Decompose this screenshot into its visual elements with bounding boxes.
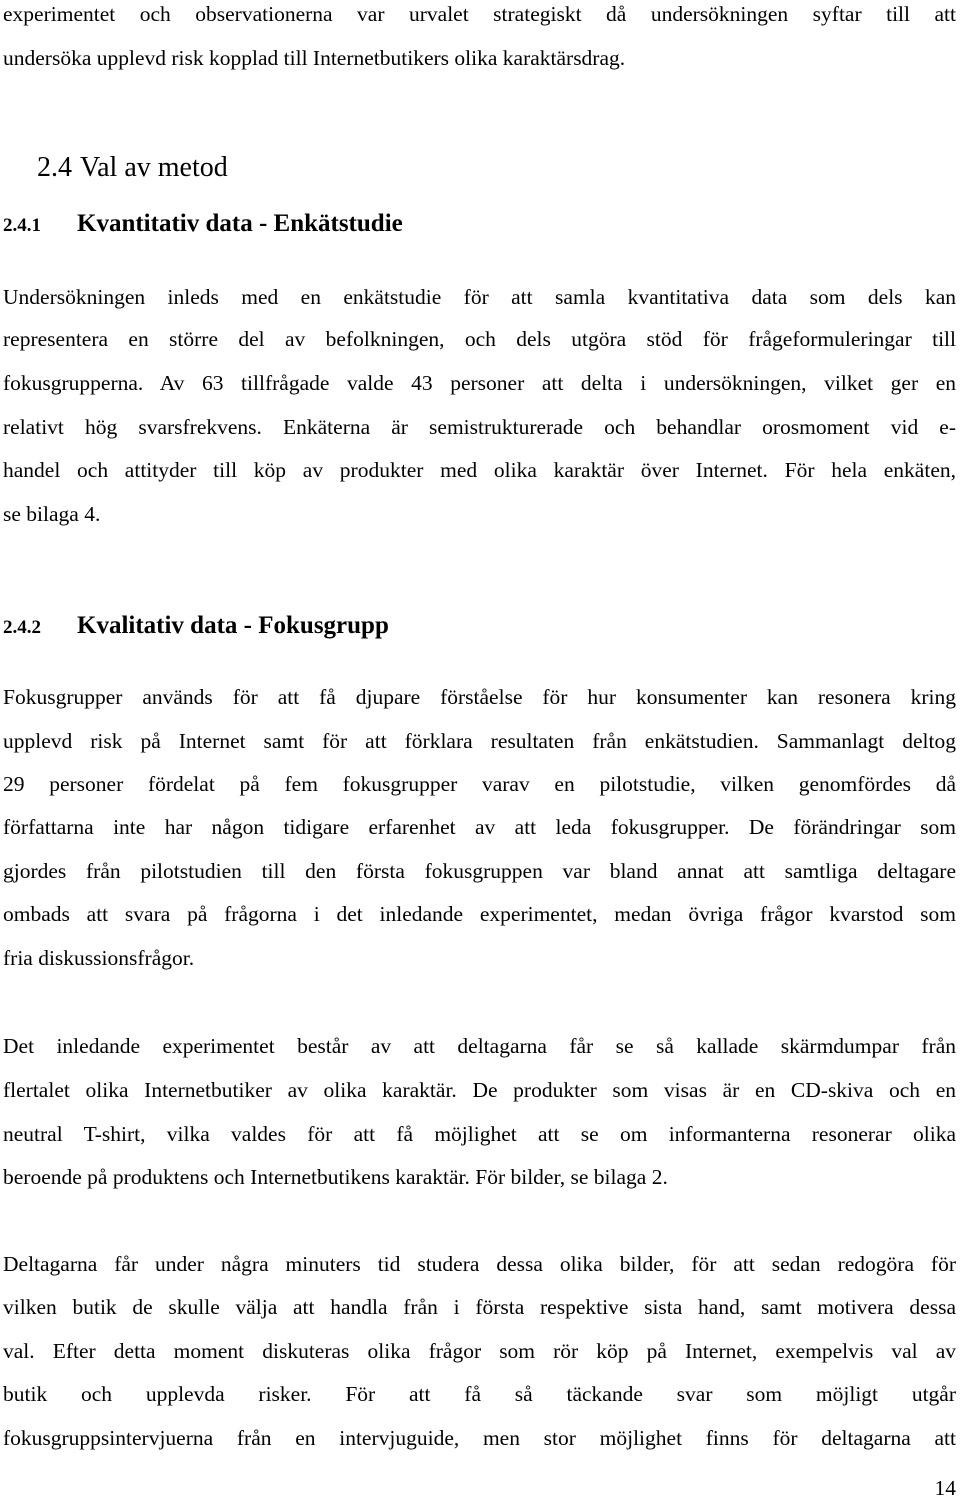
body-text-line: fria diskussionsfrågor. — [3, 946, 195, 970]
body-text-line: beroende på produktens och Internetbutikens karaktär. För bilder, se bilaga 2. — [3, 1165, 668, 1189]
subsection-number: 2.4.2 — [3, 617, 41, 638]
body-text-line: relativt hög svarsfrekvens. Enkäterna är semistrukturerade och behandlar orosmoment vid e- — [3, 415, 956, 439]
page-number: 14 — [934, 1476, 956, 1500]
body-text-line: flertalet olika Internetbutiker av olika karaktär. De produkter som visas är en CD-skiva och en — [3, 1078, 956, 1102]
body-text-line: Det inledande experimentet består av att deltagarna får se så kallade skärmdumpar från — [3, 1034, 956, 1058]
subsection-heading — [3, 613, 389, 638]
subsection-number: 2.4.1 — [3, 215, 41, 236]
body-text-line: se bilaga 4. — [3, 502, 101, 526]
body-text-line: vilken butik de skulle välja att handla från i första respektive sista hand, samt motivera dessa — [3, 1295, 956, 1319]
body-text-line: butik och upplevda risker. För att få så täckande svar som möjligt utgår — [3, 1382, 956, 1406]
body-text-line: Deltagarna får under några minuters tid studera dessa olika bilder, för att sedan redogöra för — [3, 1252, 956, 1276]
body-text-line: handel och attityder till köp av produkter med olika karaktär över Internet. För hela enkäten, — [3, 458, 956, 482]
subsection-heading — [3, 211, 403, 236]
body-text-line: Undersökningen inleds med en enkätstudie för att samla kvantitativa data som dels kan — [3, 285, 956, 309]
body-text-line: 29 personer fördelat på fem fokusgrupper varav en pilotstudie, vilken genomfördes då — [3, 772, 956, 796]
body-text-line: upplevd risk på Internet samt för att förklara resultaten från enkätstudien. Sammanlagt deltog — [3, 729, 956, 753]
section-heading: Val av metod — [80, 152, 228, 183]
body-text-line: undersöka upplevd risk kopplad till Internetbutikers olika karaktärsdrag. — [3, 46, 626, 70]
body-text-line: Fokusgrupper används för att få djupare förståelse för hur konsumenter kan resonera kring — [3, 685, 956, 709]
body-text-line: gjordes från pilotstudien till den första fokusgruppen var bland annat att samtliga deltagare — [3, 859, 956, 883]
body-text-line: fokusgrupperna. Av 63 tillfrågade valde 43 personer att delta i undersökningen, vilket ger en — [3, 371, 956, 395]
body-text-line: val. Efter detta moment diskuteras olika frågor som rör köp på Internet, exempelvis val av — [3, 1339, 956, 1363]
section-number: 2.4 — [37, 152, 72, 183]
body-text-line: experimentet och observationerna var urvalet strategiskt då undersökningen syftar till att — [3, 2, 956, 26]
body-text-line: neutral T-shirt, vilka valdes för att få möjlighet att se om informanterna resonerar olika — [3, 1122, 956, 1146]
body-text-line: representera en större del av befolkningen, och dels utgöra stöd för frågeformuleringar till — [3, 327, 956, 351]
subsection-title: Kvantitativ data - Enkätstudie — [77, 210, 403, 237]
subsection-title: Kvalitativ data - Fokusgrupp — [77, 612, 389, 639]
body-text-line: författarna inte har någon tidigare erfarenhet av att leda fokusgrupper. De förändringar som — [3, 815, 956, 839]
body-text-line: ombads att svara på frågorna i det inledande experimentet, medan övriga frågor kvarstod som — [3, 902, 956, 926]
body-text-line: fokusgruppsintervjuerna från en intervjuguide, men stor möjlighet finns för deltagarna att — [3, 1426, 956, 1450]
